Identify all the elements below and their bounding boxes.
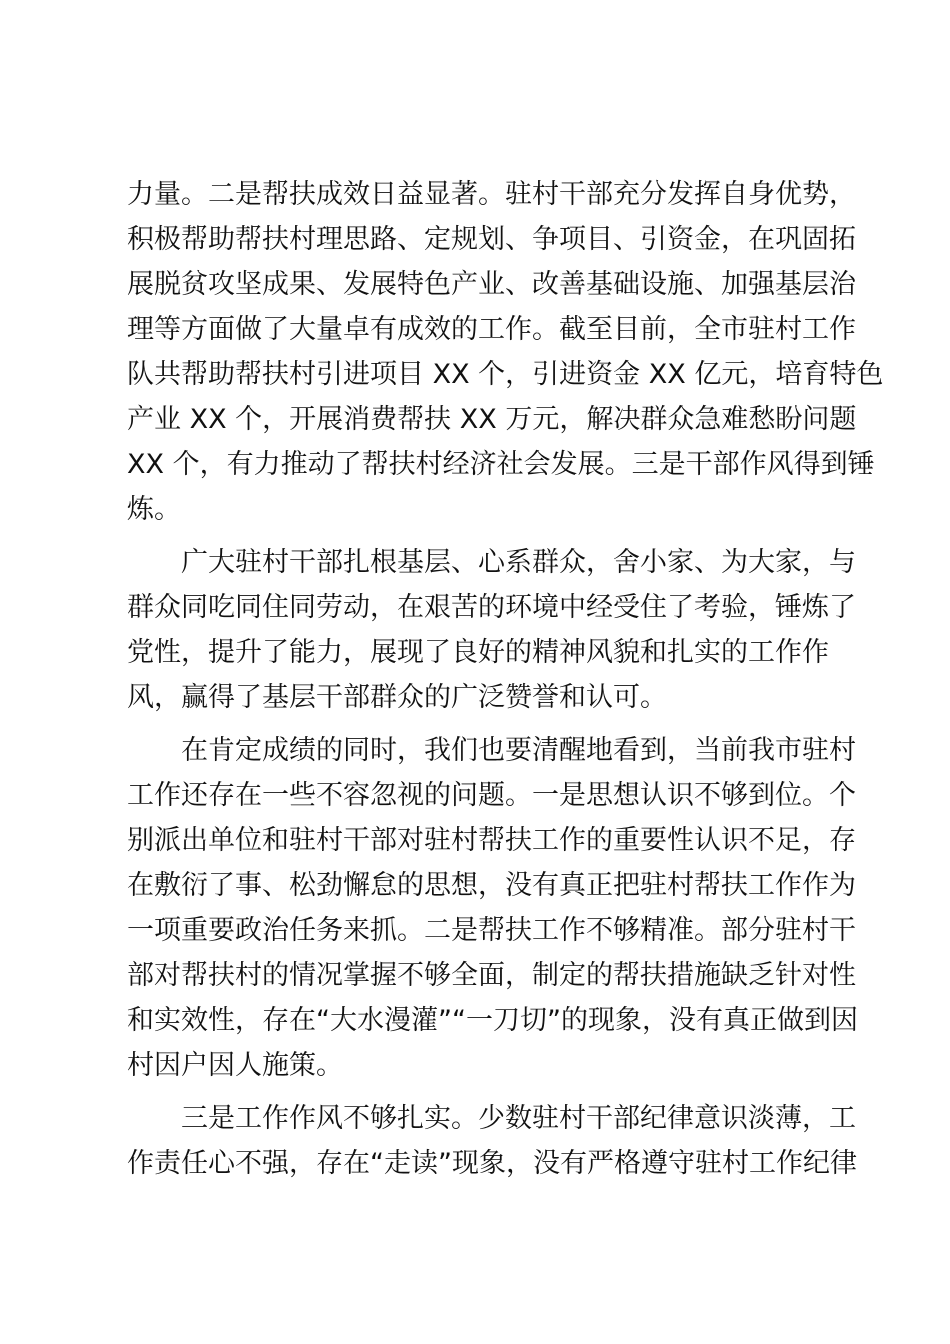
text-line: 展脱贫攻坚成果、发展特色产业、改善基础设施、加强基层治 <box>127 269 856 300</box>
text-line: 理等方面做了大量卓有成效的工作。截至目前，全市驻村工作 <box>127 314 856 345</box>
text-line: 广大驻村干部扎根基层、心系群众，舍小家、为大家，与 <box>127 547 856 578</box>
text-line: 和实效性，存在“大水漫灌”“一刀切”的现象，没有真正做到因 <box>127 1005 858 1036</box>
text-line: 在敷衍了事、松劲懈怠的思想，没有真正把驻村帮扶工作作为 <box>127 870 856 901</box>
paragraph-2 <box>127 540 856 720</box>
text-line: 党性，提升了能力，展现了良好的精神风貌和扎实的工作作 <box>127 637 829 668</box>
text-line: 风，赢得了基层干部群众的广泛赞誉和认可。 <box>127 682 667 713</box>
text-line: 积极帮助帮扶村理思路、定规划、争项目、引资金，在巩固拓 <box>127 224 856 255</box>
text-line: 在肯定成绩的同时，我们也要清醒地看到，当前我市驻村 <box>127 735 856 766</box>
text-line: 村因户因人施策。 <box>127 1050 343 1081</box>
text-line: 一项重要政治任务来抓。二是帮扶工作不够精准。部分驻村干 <box>127 915 856 946</box>
text-line: 三是工作作风不够扎实。少数驻村干部纪律意识淡薄，工 <box>127 1103 856 1134</box>
text-line: 炼。 <box>127 494 181 525</box>
text-line: 工作还存在一些不容忽视的问题。一是思想认识不够到位。个 <box>127 780 856 811</box>
paragraph-3 <box>127 728 858 1088</box>
text-line: 群众同吃同住同劳动，在艰苦的环境中经受住了考验，锤炼了 <box>127 592 856 623</box>
text-line: 力量。二是帮扶成效日益显著。驻村干部充分发挥自身优势， <box>127 179 856 210</box>
text-line: XX 个，有力推动了帮扶村经济社会发展。三是干部作风得到锤 <box>127 449 875 480</box>
text-line: 产业 XX 个，开展消费帮扶 XX 万元，解决群众急难愁盼问题 <box>127 404 857 435</box>
text-line: 别派出单位和驻村干部对驻村帮扶工作的重要性认识不足，存 <box>127 825 856 856</box>
document-body <box>127 172 884 1194</box>
text-line: 队共帮助帮扶村引进项目 XX 个，引进资金 XX 亿元，培育特色 <box>127 359 884 390</box>
text-line: 作责任心不强，存在“走读”现象，没有严格遵守驻村工作纪律 <box>127 1148 857 1179</box>
paragraph-4 <box>127 1096 857 1186</box>
text-line: 部对帮扶村的情况掌握不够全面，制定的帮扶措施缺乏针对性 <box>127 960 856 991</box>
paragraph-1 <box>127 172 884 532</box>
